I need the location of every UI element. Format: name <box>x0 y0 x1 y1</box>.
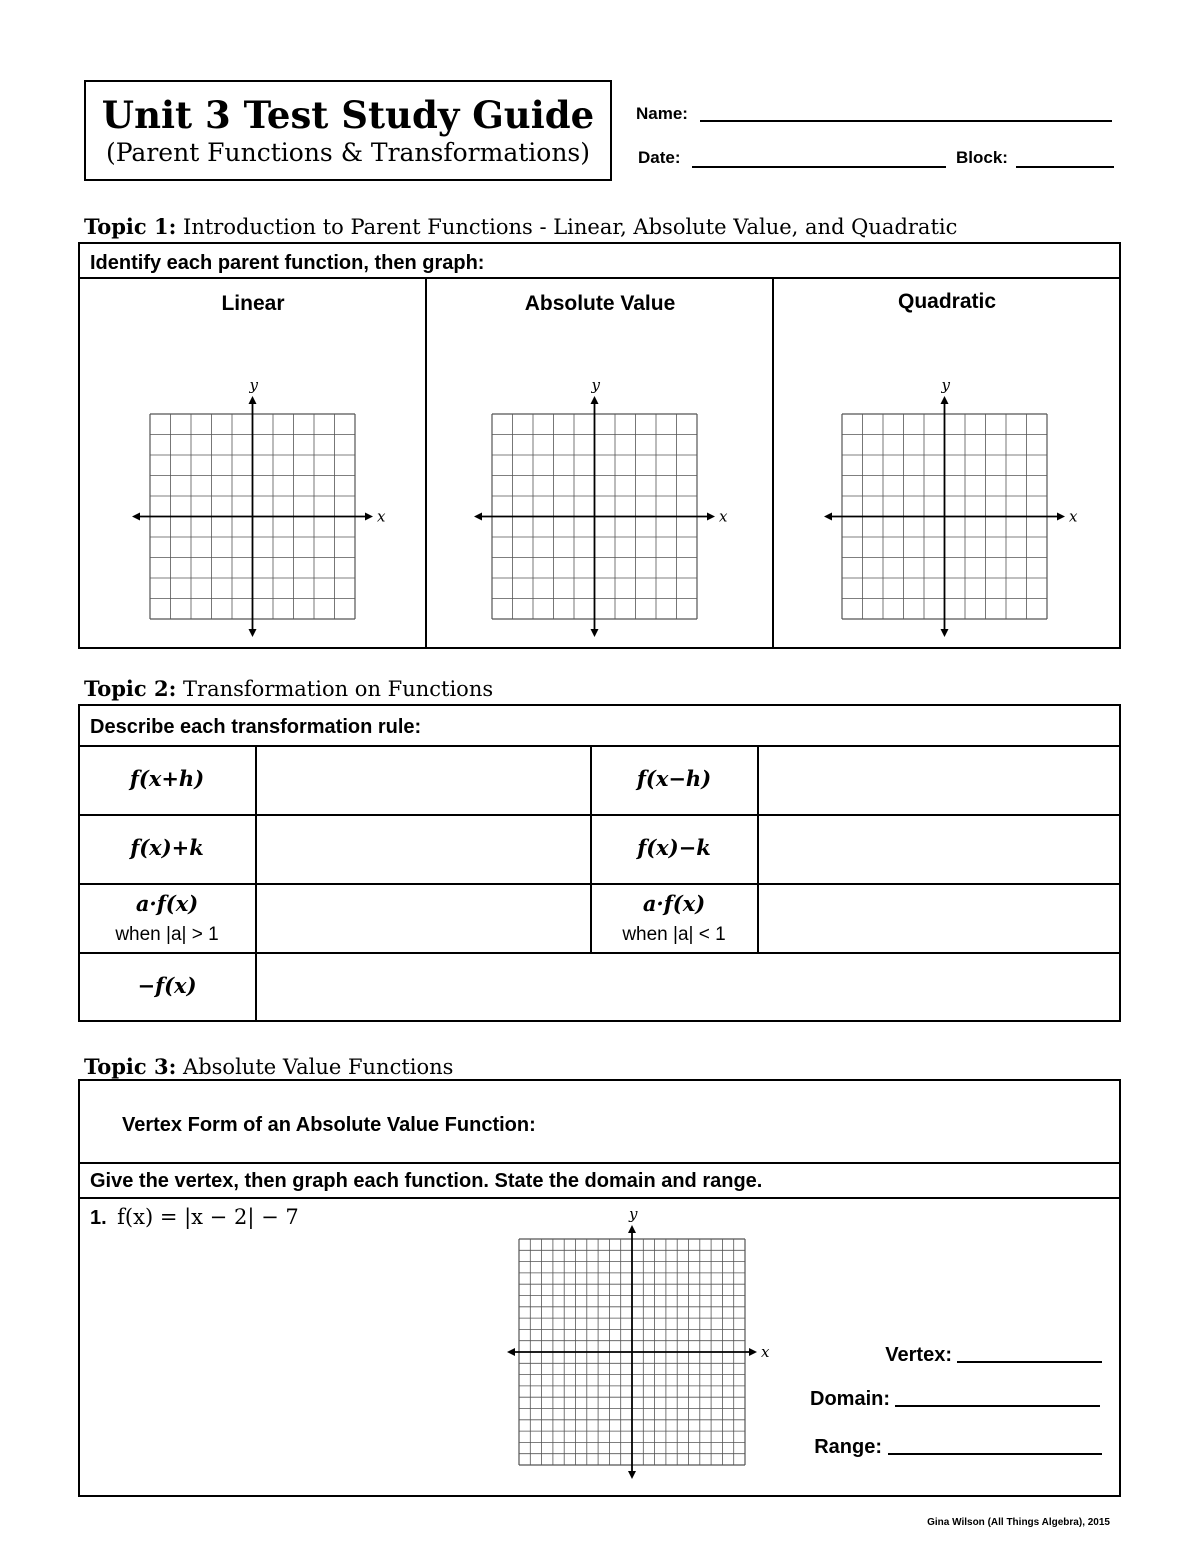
y-axis-arrow-down <box>249 629 257 637</box>
answer-cell-f-x-plus-k[interactable] <box>257 816 590 883</box>
date-field[interactable] <box>692 166 946 168</box>
credit-footer: Gina Wilson (All Things Algebra), 2015 <box>927 1517 1110 1528</box>
topic3-divider-2 <box>78 1197 1121 1199</box>
topic1-col-divider-2 <box>772 277 774 648</box>
column-quadratic: Quadratic <box>897 290 997 313</box>
absolute-value-graph-grid[interactable] <box>472 370 732 640</box>
y-axis-arrow-up <box>628 1225 636 1233</box>
rule-a-f-x-stretch: a·f(x) <box>135 891 199 916</box>
topic3-label: Topic 3: <box>84 1054 177 1079</box>
vertex-form-label: Vertex Form of an Absolute Value Function: <box>122 1114 536 1136</box>
x-axis-arrow-right <box>1057 513 1065 521</box>
topic3-heading <box>84 1054 453 1079</box>
vertex-label: Vertex: <box>885 1344 952 1366</box>
y-axis-arrow-down <box>591 629 599 637</box>
x-axis-arrow-left <box>474 513 482 521</box>
answer-cell-f-x-minus-h[interactable] <box>759 747 1119 814</box>
y-axis-label: y <box>941 376 950 394</box>
answer-cell-f-x-minus-k[interactable] <box>759 816 1119 883</box>
y-axis-arrow-down <box>941 629 949 637</box>
answer-cell-stretch[interactable] <box>257 885 590 952</box>
topic1-header-divider <box>78 277 1121 279</box>
topic3-text: Absolute Value Functions <box>183 1055 454 1079</box>
topic2-heading <box>84 676 493 701</box>
y-axis-arrow-up <box>249 396 257 404</box>
answer-cell-shrink[interactable] <box>759 885 1119 952</box>
title-box <box>84 80 612 181</box>
page-title: Unit 3 Test Study Guide <box>101 93 595 137</box>
y-axis-label: y <box>591 376 600 394</box>
x-axis-arrow-left <box>507 1348 515 1356</box>
topic3-divider-1 <box>78 1162 1121 1164</box>
domain-label: Domain: <box>810 1388 890 1410</box>
problem-number: 1. <box>90 1207 107 1229</box>
x-axis-arrow-left <box>132 513 140 521</box>
rule-a-f-x-shrink: a·f(x) <box>642 891 706 916</box>
page-subtitle: (Parent Functions & Transformations) <box>105 138 591 167</box>
problem-1-graph-grid[interactable] <box>505 1210 780 1480</box>
x-axis-arrow-right <box>365 513 373 521</box>
y-axis-arrow-down <box>628 1471 636 1479</box>
topic1-heading <box>84 214 957 239</box>
name-label: Name: <box>636 104 688 123</box>
topic2-label: Topic 2: <box>84 676 177 701</box>
x-axis-arrow-left <box>824 513 832 521</box>
name-field[interactable] <box>700 120 1112 122</box>
y-axis-label: y <box>249 376 258 394</box>
rule-negative-f-x: −f(x) <box>137 973 197 998</box>
x-axis-label: x <box>761 1343 770 1361</box>
answer-cell-f-x-plus-h[interactable] <box>257 747 590 814</box>
x-axis-arrow-right <box>707 513 715 521</box>
topic1-label: Topic 1: <box>84 214 177 239</box>
domain-field[interactable] <box>895 1405 1100 1407</box>
x-axis-label: x <box>377 507 386 526</box>
quadratic-graph-grid[interactable] <box>822 370 1082 640</box>
column-absolute-value: Absolute Value <box>524 292 676 315</box>
block-field[interactable] <box>1016 166 1114 168</box>
block-label: Block: <box>956 148 1008 167</box>
topic1-instruction: Identify each parent function, then graph: <box>90 252 485 274</box>
column-linear: Linear <box>221 292 285 315</box>
vertex-form-answer[interactable] <box>600 1100 1100 1150</box>
topic3-instruction: Give the vertex, then graph each function. State the domain and range. <box>90 1170 763 1192</box>
x-axis-arrow-right <box>749 1348 757 1356</box>
linear-graph-grid[interactable] <box>130 370 390 640</box>
x-axis-label: x <box>1069 507 1078 526</box>
range-field[interactable] <box>888 1453 1102 1455</box>
date-label: Date: <box>638 148 681 167</box>
problem-1 <box>90 1205 299 1230</box>
y-axis-label: y <box>629 1210 638 1223</box>
condition-a-greater-1: when |a| > 1 <box>115 924 219 945</box>
range-label: Range: <box>814 1436 882 1458</box>
y-axis-arrow-up <box>941 396 949 404</box>
x-axis-label: x <box>719 507 728 526</box>
rule-f-x-plus-h: f(x+h) <box>129 766 205 791</box>
topic2-text: Transformation on Functions <box>183 677 494 701</box>
rule-f-x-plus-k: f(x)+k <box>130 835 204 860</box>
topic1-text: Introduction to Parent Functions - Linear, Absolute Value, and Quadratic <box>183 215 958 239</box>
topic1-col-divider-1 <box>425 277 427 648</box>
problem-equation: f(x) = |x − 2| − 7 <box>117 1205 299 1229</box>
rule-f-x-minus-k: f(x)−k <box>637 835 711 860</box>
condition-a-less-1: when |a| < 1 <box>622 924 726 945</box>
vertex-field[interactable] <box>957 1361 1102 1363</box>
y-axis-arrow-up <box>591 396 599 404</box>
answer-cell-reflection[interactable] <box>257 954 1119 1020</box>
topic2-instruction: Describe each transformation rule: <box>90 716 422 738</box>
rule-f-x-minus-h: f(x−h) <box>636 766 712 791</box>
